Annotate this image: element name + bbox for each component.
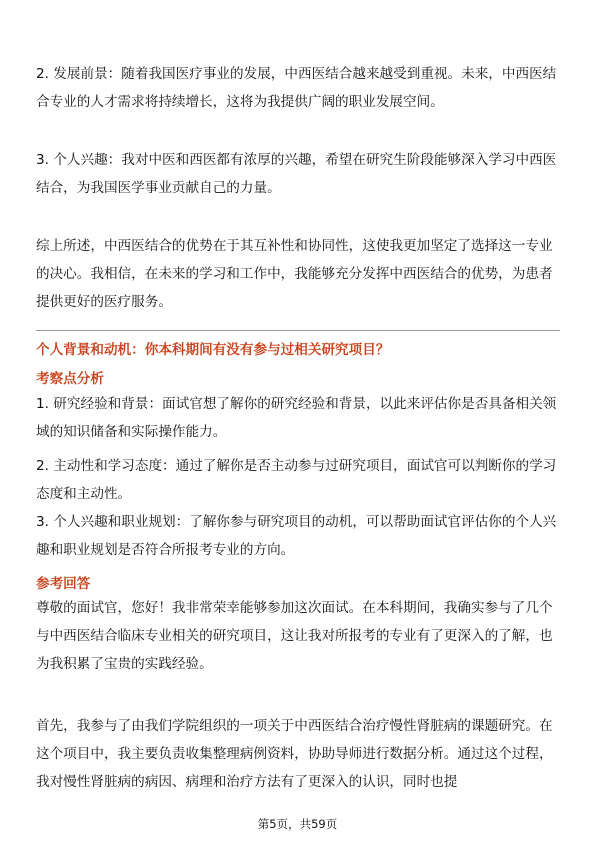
paragraph-conclusion: 综上所述，中西医结合的优势在于其互补性和协同性，这使我更加坚定了选择这一专业的决心。我相信，在未来的学习和工作中，我能够充分发挥中西医结合的优势，为患者提供更好的医疗服务。 [36, 238, 553, 310]
section-divider [36, 330, 560, 331]
answer-title: 参考回答 [36, 576, 91, 592]
analysis-title: 考察点分析 [36, 371, 104, 387]
page-number-footer: 第5页，共59页 [257, 817, 338, 831]
analysis-item: 1. 研究经验和背景：面试官想了解你的研究经验和背景，以此来评估你是否具备相关领域的知识储备和实际操作能力。 [36, 396, 557, 440]
analysis-item: 2. 主动性和学习态度：通过了解你是否主动参与过研究项目，面试官可以判断你的学习态度和主动性。 [36, 458, 557, 502]
analysis-item: 3. 个人兴趣和职业规划：了解你参与研究项目的动机，可以帮助面试官评估你的个人兴趣和职业规划是否符合所报考专业的方向。 [36, 514, 557, 558]
answer-paragraph: 首先，我参与了由我们学院组织的一项关于中西医结合治疗慢性肾脏病的课题研究。在这个项目中，我主要负责收集整理病例资料，协助导师进行数据分析。通过这个过程，我对慢性肾脏病的病因、病理和治疗方法有了更深入的认识，同时也提 [36, 718, 553, 790]
question-title: 个人背景和动机：你本科期间有没有参与过相关研究项目？ [36, 342, 390, 358]
answer-paragraph: 尊敬的面试官，您好！我非常荣幸能够参加这次面试。在本科期间，我确实参与了几个与中西医结合临床专业相关的研究项目，这让我对所报考的专业有了更深入的了解，也为我积累了宝贵的实践经验。 [36, 600, 553, 672]
paragraph-personal-interest: 3. 个人兴趣：我对中医和西医都有浓厚的兴趣，希望在研究生阶段能够深入学习中西医结合，为我国医学事业贡献自己的力量。 [36, 152, 557, 196]
paragraph-development-prospect: 2. 发展前景：随着我国医疗事业的发展，中西医结合越来越受到重视。未来，中西医结合专业的人才需求将持续增长，这将为我提供广阔的职业发展空间。 [36, 66, 557, 110]
